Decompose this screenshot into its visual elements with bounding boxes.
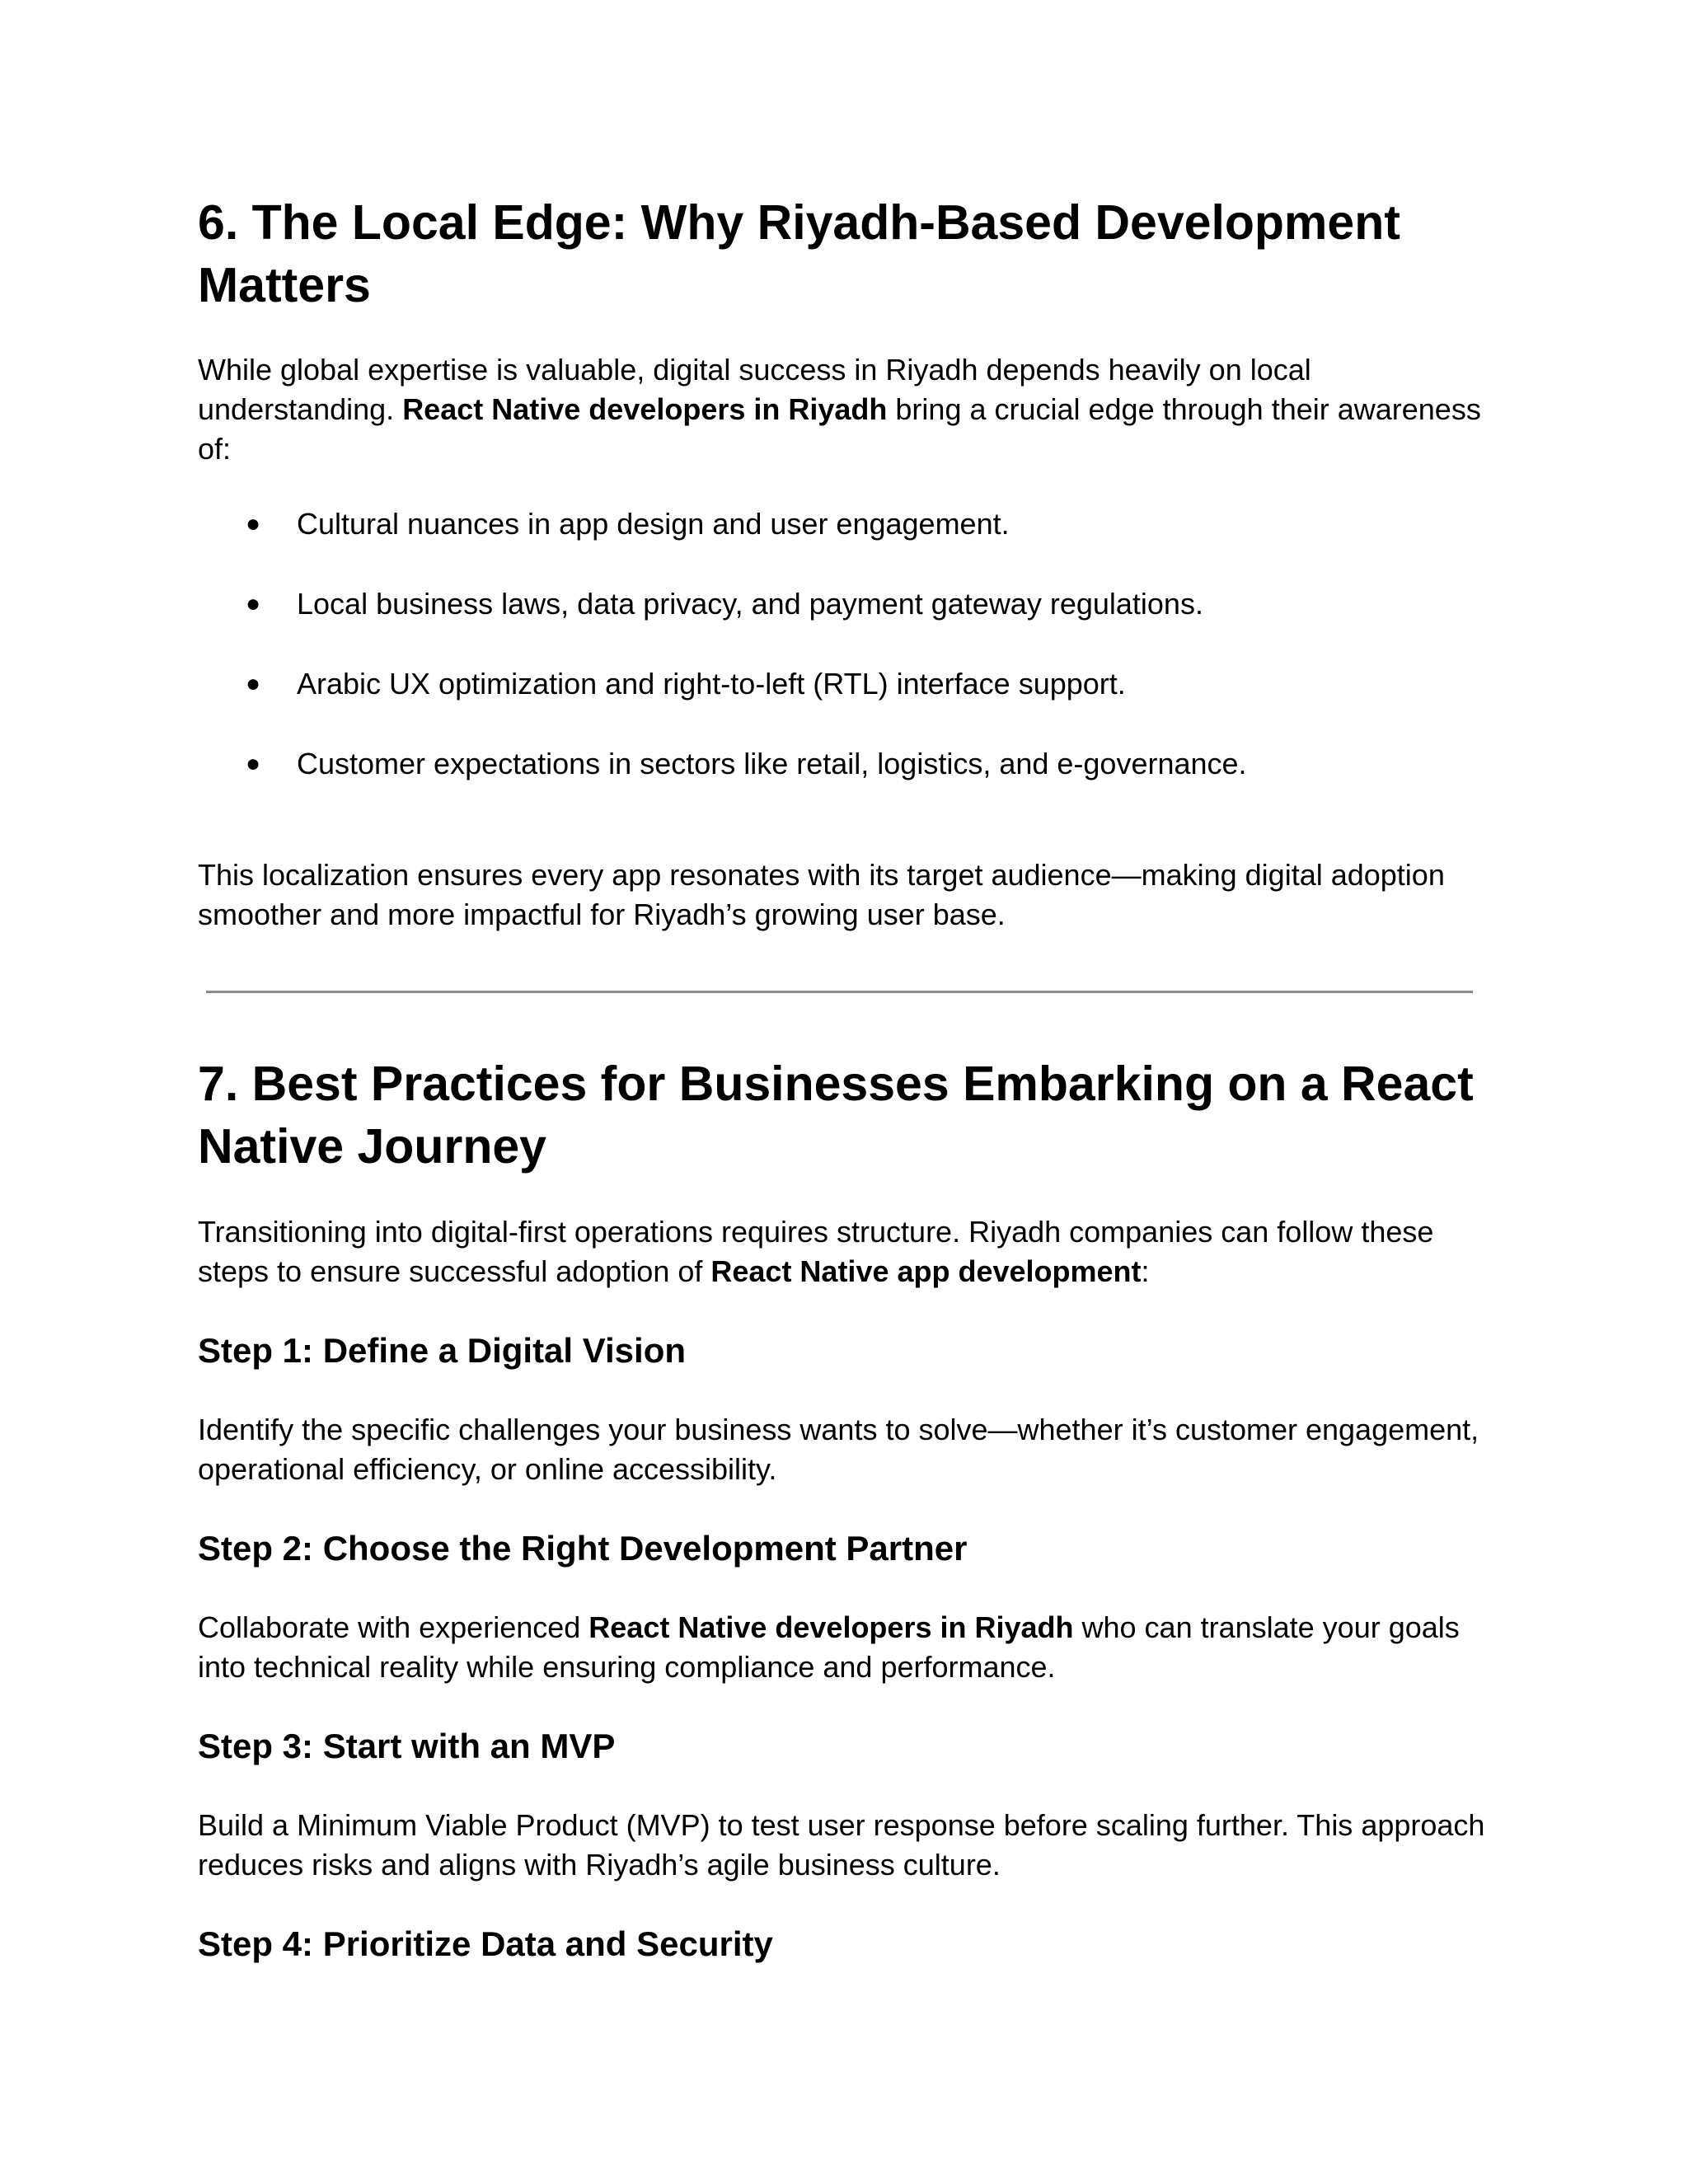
step-1-paragraph: Identify the specific challenges your business wants to solve—whether it’s customer engagement, operational efficiency, or online accessibility.	[198, 1413, 1479, 1486]
section-7-heading-line-1: 7. Best Practices for Businesses Embarking on a React	[198, 1057, 1474, 1111]
bullet-icon: ●	[246, 750, 261, 777]
bullet-icon: ●	[246, 510, 261, 537]
intro-text: Transitioning into digital-first operations requires structure. Riyadh companies can follow these steps to ensure successful adoption of	[198, 1215, 1434, 1288]
section-6-heading-line-1: 6. The Local Edge: Why Riyadh-Based Development	[198, 195, 1400, 250]
intro-text: While global expertise is valuable, digital success in Riyadh depends heavily on local understanding.	[198, 353, 1311, 426]
step-2-text-end: who can translate your goals into technical reality while ensuring compliance and performance.	[198, 1610, 1460, 1684]
bullet-icon: ●	[246, 590, 261, 617]
list-item	[198, 744, 1500, 824]
intro-text-end: bring a crucial edge through their awareness of:	[198, 392, 1481, 466]
list-item	[198, 584, 1500, 664]
section-6-heading	[198, 191, 1533, 316]
intro-bold-text: React Native app development	[710, 1254, 1142, 1288]
bullet-icon: ●	[246, 670, 261, 697]
list-item-text: Cultural nuances in app design and user engagement.	[297, 507, 1010, 541]
list-item-text: Local business laws, data privacy, and payment gateway regulations.	[297, 587, 1203, 621]
intro-text-end: :	[1141, 1254, 1150, 1288]
step-2-heading: Step 2: Choose the Right Development Partner	[198, 1529, 968, 1568]
section-6-bullet-list	[198, 504, 1500, 824]
section-7-intro-paragraph	[198, 1212, 1500, 1291]
list-item-text: Arabic UX optimization and right-to-left (RTL) interface support.	[297, 667, 1126, 701]
step-4-heading: Step 4: Prioritize Data and Security	[198, 1924, 773, 1963]
section-7-heading	[198, 1052, 1533, 1178]
list-item	[198, 504, 1500, 584]
horizontal-divider	[206, 991, 1473, 993]
step-2-bold-text: React Native developers in Riyadh	[588, 1610, 1074, 1644]
list-item-text: Customer expectations in sectors like retail, logistics, and e-governance.	[297, 747, 1247, 780]
step-2-text: Collaborate with experienced	[198, 1610, 589, 1644]
step-3-paragraph: Build a Minimum Viable Product (MVP) to test user response before scaling further. This approach reduces risks and aligns with Riyadh’s agile business culture.	[198, 1808, 1485, 1882]
intro-bold-text: React Native developers in Riyadh	[402, 392, 888, 426]
step-3-heading: Step 3: Start with an MVP	[198, 1727, 616, 1765]
step-2-paragraph	[198, 1608, 1500, 1687]
section-7-heading-line-2: Native Journey	[198, 1119, 546, 1174]
section-6-heading-line-2: Matters	[198, 258, 371, 312]
section-6-intro-paragraph	[198, 350, 1500, 469]
section-6-closing-paragraph: This localization ensures every app resonates with its target audience—making digital adoption smoother and more impactful for Riyadh’s growing user base.	[198, 858, 1445, 931]
list-item	[198, 664, 1500, 744]
step-1-heading: Step 1: Define a Digital Vision	[198, 1331, 687, 1370]
